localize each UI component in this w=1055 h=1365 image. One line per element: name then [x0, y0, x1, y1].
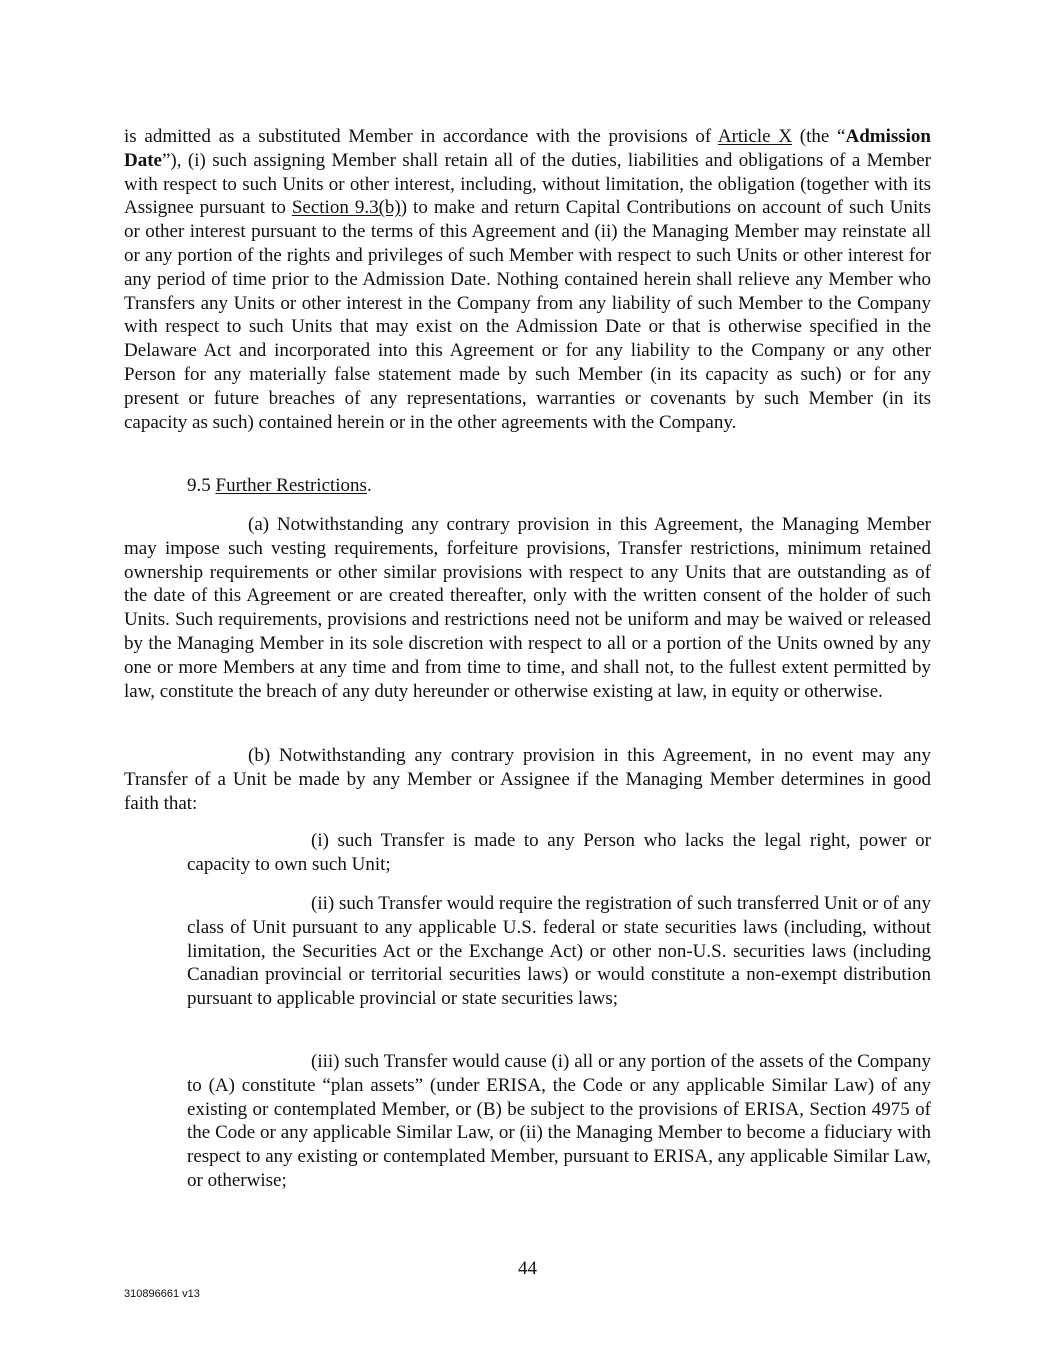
section-number: 9.5 — [187, 475, 216, 496]
paragraph-continuation — [124, 125, 931, 434]
paragraph-a: (a) Notwithstanding any contrary provision in this Agreement, the Managing Member may impose such vesting requirements, forfeiture provisions, Transfer restrictions, minimum retained ownership requirements or other similar provisions with respect to any Units that are outstanding as of the date of this Agreement or are created thereafter, only with the written consent of the holder of such Units. Such requirements, provisions and restrictions need not be uniform and may be waived or released by the Managing Member in its sole discretion with respect to all or a portion of the Units owned by any one or more Members at any time and from time to time, and shall not, to the fullest extent permitted by law, constitute the breach of any duty hereunder or otherwise existing at law, in equity or otherwise. — [124, 514, 931, 702]
defined-term-admission-date: Admission Date — [124, 126, 931, 171]
clause-i: (i) such Transfer is made to any Person who lacks the legal right, power or capacity to own such Unit; — [187, 830, 931, 875]
text-run: (the “ — [792, 126, 846, 147]
section-title: Further Restrictions — [215, 475, 367, 496]
clause-iii: (iii) such Transfer would cause (i) all or any portion of the assets of the Company to (A) constitute “plan assets” (under ERISA, the Code or any applicable Similar Law) of any existing or contemplated Member, or (B) be subject to the provisions of ERISA, Section 4975 of the Code or any applicable Similar Law, or (ii) the Managing Member to become a fiduciary with respect to any existing or contemplated Member, pursuant to ERISA, any applicable Similar Law, or otherwise; — [187, 1051, 931, 1191]
page-number: 44 — [518, 1258, 537, 1279]
document-id: 310896661 v13 — [124, 1288, 200, 1300]
section-title-period: . — [366, 475, 372, 496]
text-run: ) to make and return Capital Contributions on account of such Units or other interest pursuant to the terms of this Agreement and (ii) the Managing Member may reinstate all or any portion of the rights and privileges of such Member with respect to such Units or other interest for any period of time prior to the Admission Date. Nothing contained herein shall relieve any Member who Transfers any Units or other interest in the Company from any liability of such Member to the Company with respect to such Units that may exist on the Admission Date or that is otherwise specified in the Delaware Act and incorporated into this Agreement or for any liability to the Company or any other Person for any materially false statement made by such Member (in its capacity as such) or for any present or future breaches of any representations, warranties or covenants by such Member (in its capacity as such) contained herein or in the other agreements with the Company. — [124, 197, 931, 433]
text-run: is admitted as a substituted Member in accordance with the provisions of — [124, 126, 718, 147]
article-x-reference: Article X — [717, 126, 793, 147]
section-heading — [187, 474, 587, 498]
clause-ii: (ii) such Transfer would require the registration of such transferred Unit or of any class of Unit pursuant to any applicable U.S. federal or state securities laws (including, without limitation, the Securities Act or the Exchange Act) or other non-U.S. securities laws (including Canadian provincial or territorial securities laws) or would constitute a non-exempt distribution pursuant to applicable provincial or state securities laws; — [187, 893, 931, 1010]
text-run: ”), (i) such assigning Member shall retain all of the duties, liabilities and obligations of a Member with respect to such Units or other interest, including, without limitation, the obligation (together with its Assignee pursuant to — [124, 149, 931, 219]
section-reference: Section 9.3(b) — [291, 197, 401, 219]
paragraph-b: (b) Notwithstanding any contrary provision in this Agreement, in no event may any Transfer of a Unit be made by any Member or Assignee if the Managing Member determines in good faith that: — [124, 745, 931, 814]
